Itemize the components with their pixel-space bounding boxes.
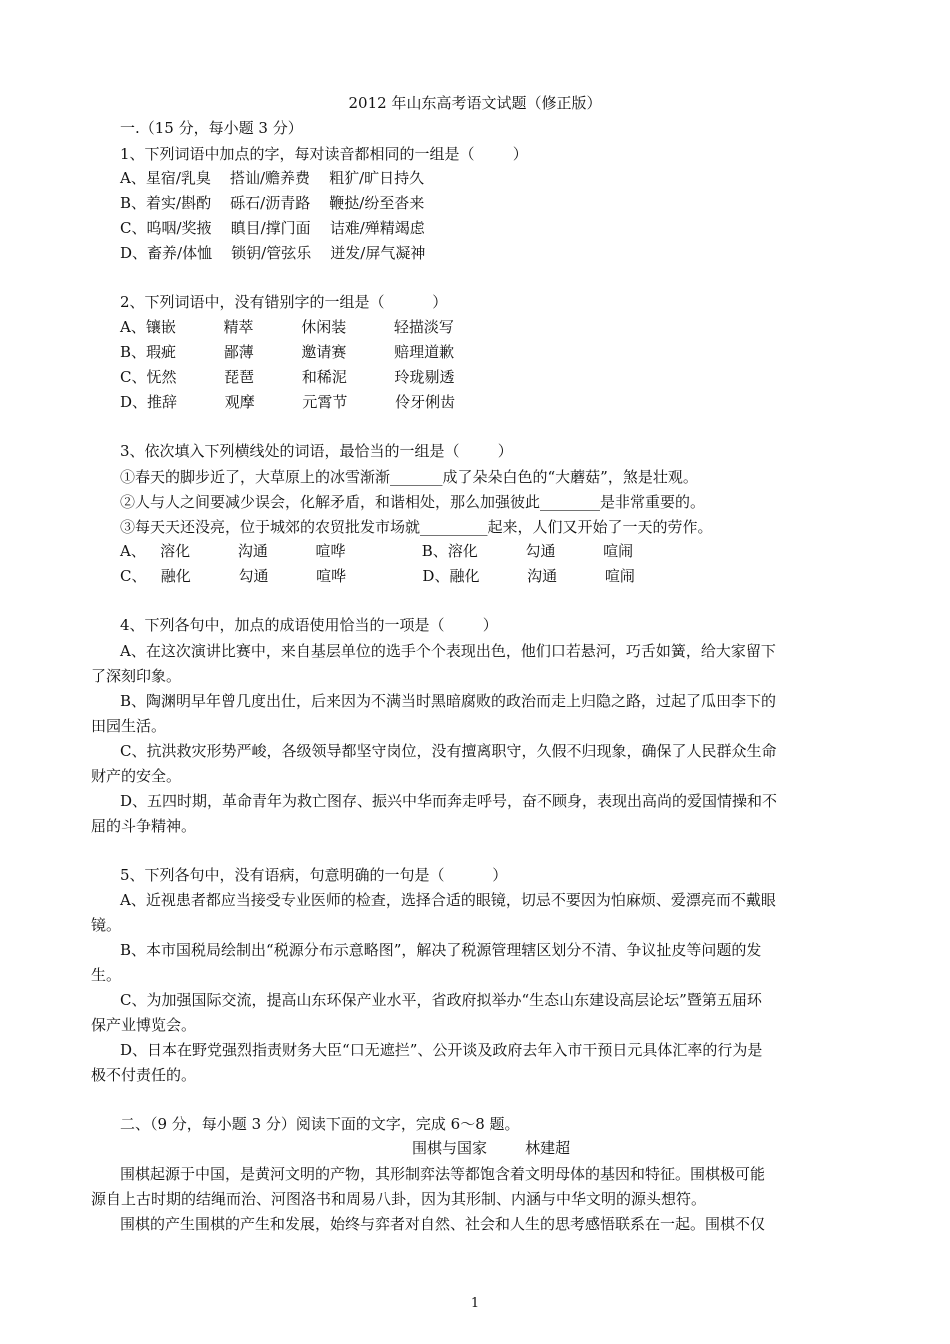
q1-option-b: B、着实/斟酌 砾石/沥青路 鞭挞/纷至沓来 bbox=[120, 194, 425, 212]
q5-option-d-line1: D、日本在野党强烈指责财务大臣“口无遮拦”、公开谈及政府去年入市干预日元具体汇率的行为是 bbox=[120, 1041, 763, 1059]
q5-option-c-line1: C、为加强国际交流，提高山东环保产业水平，省政府拟举办“生态山东建设高层论坛”暨第五届环 bbox=[120, 991, 762, 1009]
q3-sentence-2: ②人与人之间要减少误会，化解矛盾，和谐相处，那么加强彼此________是非常重要的。 bbox=[120, 493, 706, 511]
article-title: 围棋与国家 林建超 bbox=[412, 1139, 571, 1157]
q4-option-c-line1: C、抗洪救灾形势严峻，各级领导都坚守岗位，没有擅离职守，久假不归现象，确保了人民群众生命 bbox=[120, 742, 777, 760]
section-2-heading: 二、（9 分，每小题 3 分）阅读下面的文字，完成 6～8 题。 bbox=[120, 1115, 520, 1133]
document-title: 2012 年山东高考语文试题（修正版） bbox=[348, 94, 602, 112]
q4-option-d-line1: D、五四时期，革命青年为救亡图存、振兴中华而奔走呼号，奋不顾身，表现出高尚的爱国情操和不 bbox=[120, 792, 778, 810]
section-1-heading: 一.（15 分，每小题 3 分） bbox=[120, 119, 303, 137]
q1-option-d: D、畜养/体恤 锁钥/管弦乐 迸发/屏气凝神 bbox=[120, 244, 426, 262]
q4-stem: 4、下列各句中，加点的成语使用恰当的一项是（ ） bbox=[120, 616, 498, 634]
q5-stem: 5、下列各句中，没有语病，句意明确的一句是（ ） bbox=[120, 866, 508, 884]
q2-stem: 2、下列词语中，没有错别字的一组是（ ） bbox=[120, 293, 448, 311]
page-number: 1 bbox=[470, 1296, 480, 1311]
q4-option-c-line2: 财产的安全。 bbox=[91, 767, 182, 785]
q3-sentence-1: ①春天的脚步近了，大草原上的冰雪渐渐_______成了朵朵白色的“大蘑菇”，煞是壮观。 bbox=[120, 468, 698, 486]
q2-option-c: C、怃然 琵琶 和稀泥 玲珑剔透 bbox=[120, 368, 455, 386]
q4-option-d-line2: 屈的斗争精神。 bbox=[91, 817, 197, 835]
q5-option-a-line2: 镜。 bbox=[91, 916, 122, 934]
q1-stem: 1、下列词语中加点的字，每对读音都相同的一组是（ ） bbox=[120, 145, 528, 163]
q4-option-a-line2: 了深刻印象。 bbox=[91, 667, 182, 685]
q2-option-a: A、镶嵌 精萃 休闲装 轻描淡写 bbox=[120, 318, 454, 336]
q3-stem: 3、依次填入下列横线处的词语，最恰当的一组是（ ） bbox=[120, 442, 513, 460]
q5-option-c-line2: 保产业博览会。 bbox=[91, 1016, 197, 1034]
q4-option-b-line1: B、陶渊明早年曾几度出仕，后来因为不满当时黑暗腐败的政治而走上归隐之路，过起了瓜田李下的 bbox=[120, 692, 777, 710]
q1-option-a: A、星宿/乳臭 搭讪/赡养费 粗犷/旷日持久 bbox=[120, 169, 425, 187]
article-line-1: 围棋起源于中国，是黄河文明的产物，其形制弈法等都饱含着文明母体的基因和特征。围棋极可能 bbox=[120, 1165, 766, 1183]
q5-option-b-line1: B、本市国税局绘制出“税源分布示意略图”，解决了税源管理辖区划分不清、争议扯皮等问题的发 bbox=[120, 941, 762, 959]
article-line-3: 围棋的产生围棋的产生和发展，始终与弈者对自然、社会和人生的思考感悟联系在一起。围棋不仅 bbox=[120, 1215, 766, 1233]
q4-option-b-line2: 田园生活。 bbox=[91, 717, 167, 735]
article-line-2: 源自上古时期的结绳而治、河图洛书和周易八卦，因为其形制、内涵与中华文明的源头想符。 bbox=[91, 1190, 707, 1208]
q3-sentence-3: ③每天天还没亮，位于城郊的农贸批发市场就_________起来，人们又开始了一天的劳作。 bbox=[120, 518, 713, 536]
q1-option-c: C、呜咽/奖掖 瞋目/撑门面 诘难/殚精竭虑 bbox=[120, 219, 425, 237]
q5-option-b-line2: 生。 bbox=[91, 966, 122, 984]
q5-option-a-line1: A、近视患者都应当接受专业医师的检查，选择合适的眼镜，切忌不要因为怕麻烦、爱漂亮而不戴眼 bbox=[120, 891, 776, 909]
q2-option-d: D、推辞 观摩 元霄节 伶牙俐齿 bbox=[120, 393, 456, 411]
q3-options-ab: A、 溶化 沟通 喧哗 B、溶化 勾通 喧闹 bbox=[120, 542, 634, 560]
q3-options-cd: C、 融化 勾通 喧哗 D、融化 沟通 喧闹 bbox=[120, 567, 635, 585]
q4-option-a-line1: A、在这次演讲比赛中，来自基层单位的选手个个表现出色，他们口若悬河，巧舌如簧，给大家留下 bbox=[120, 642, 776, 660]
q5-option-d-line2: 极不付责任的。 bbox=[91, 1066, 197, 1084]
q2-option-b: B、瑕疵 鄙薄 邀请赛 赔理道歉 bbox=[120, 343, 455, 361]
